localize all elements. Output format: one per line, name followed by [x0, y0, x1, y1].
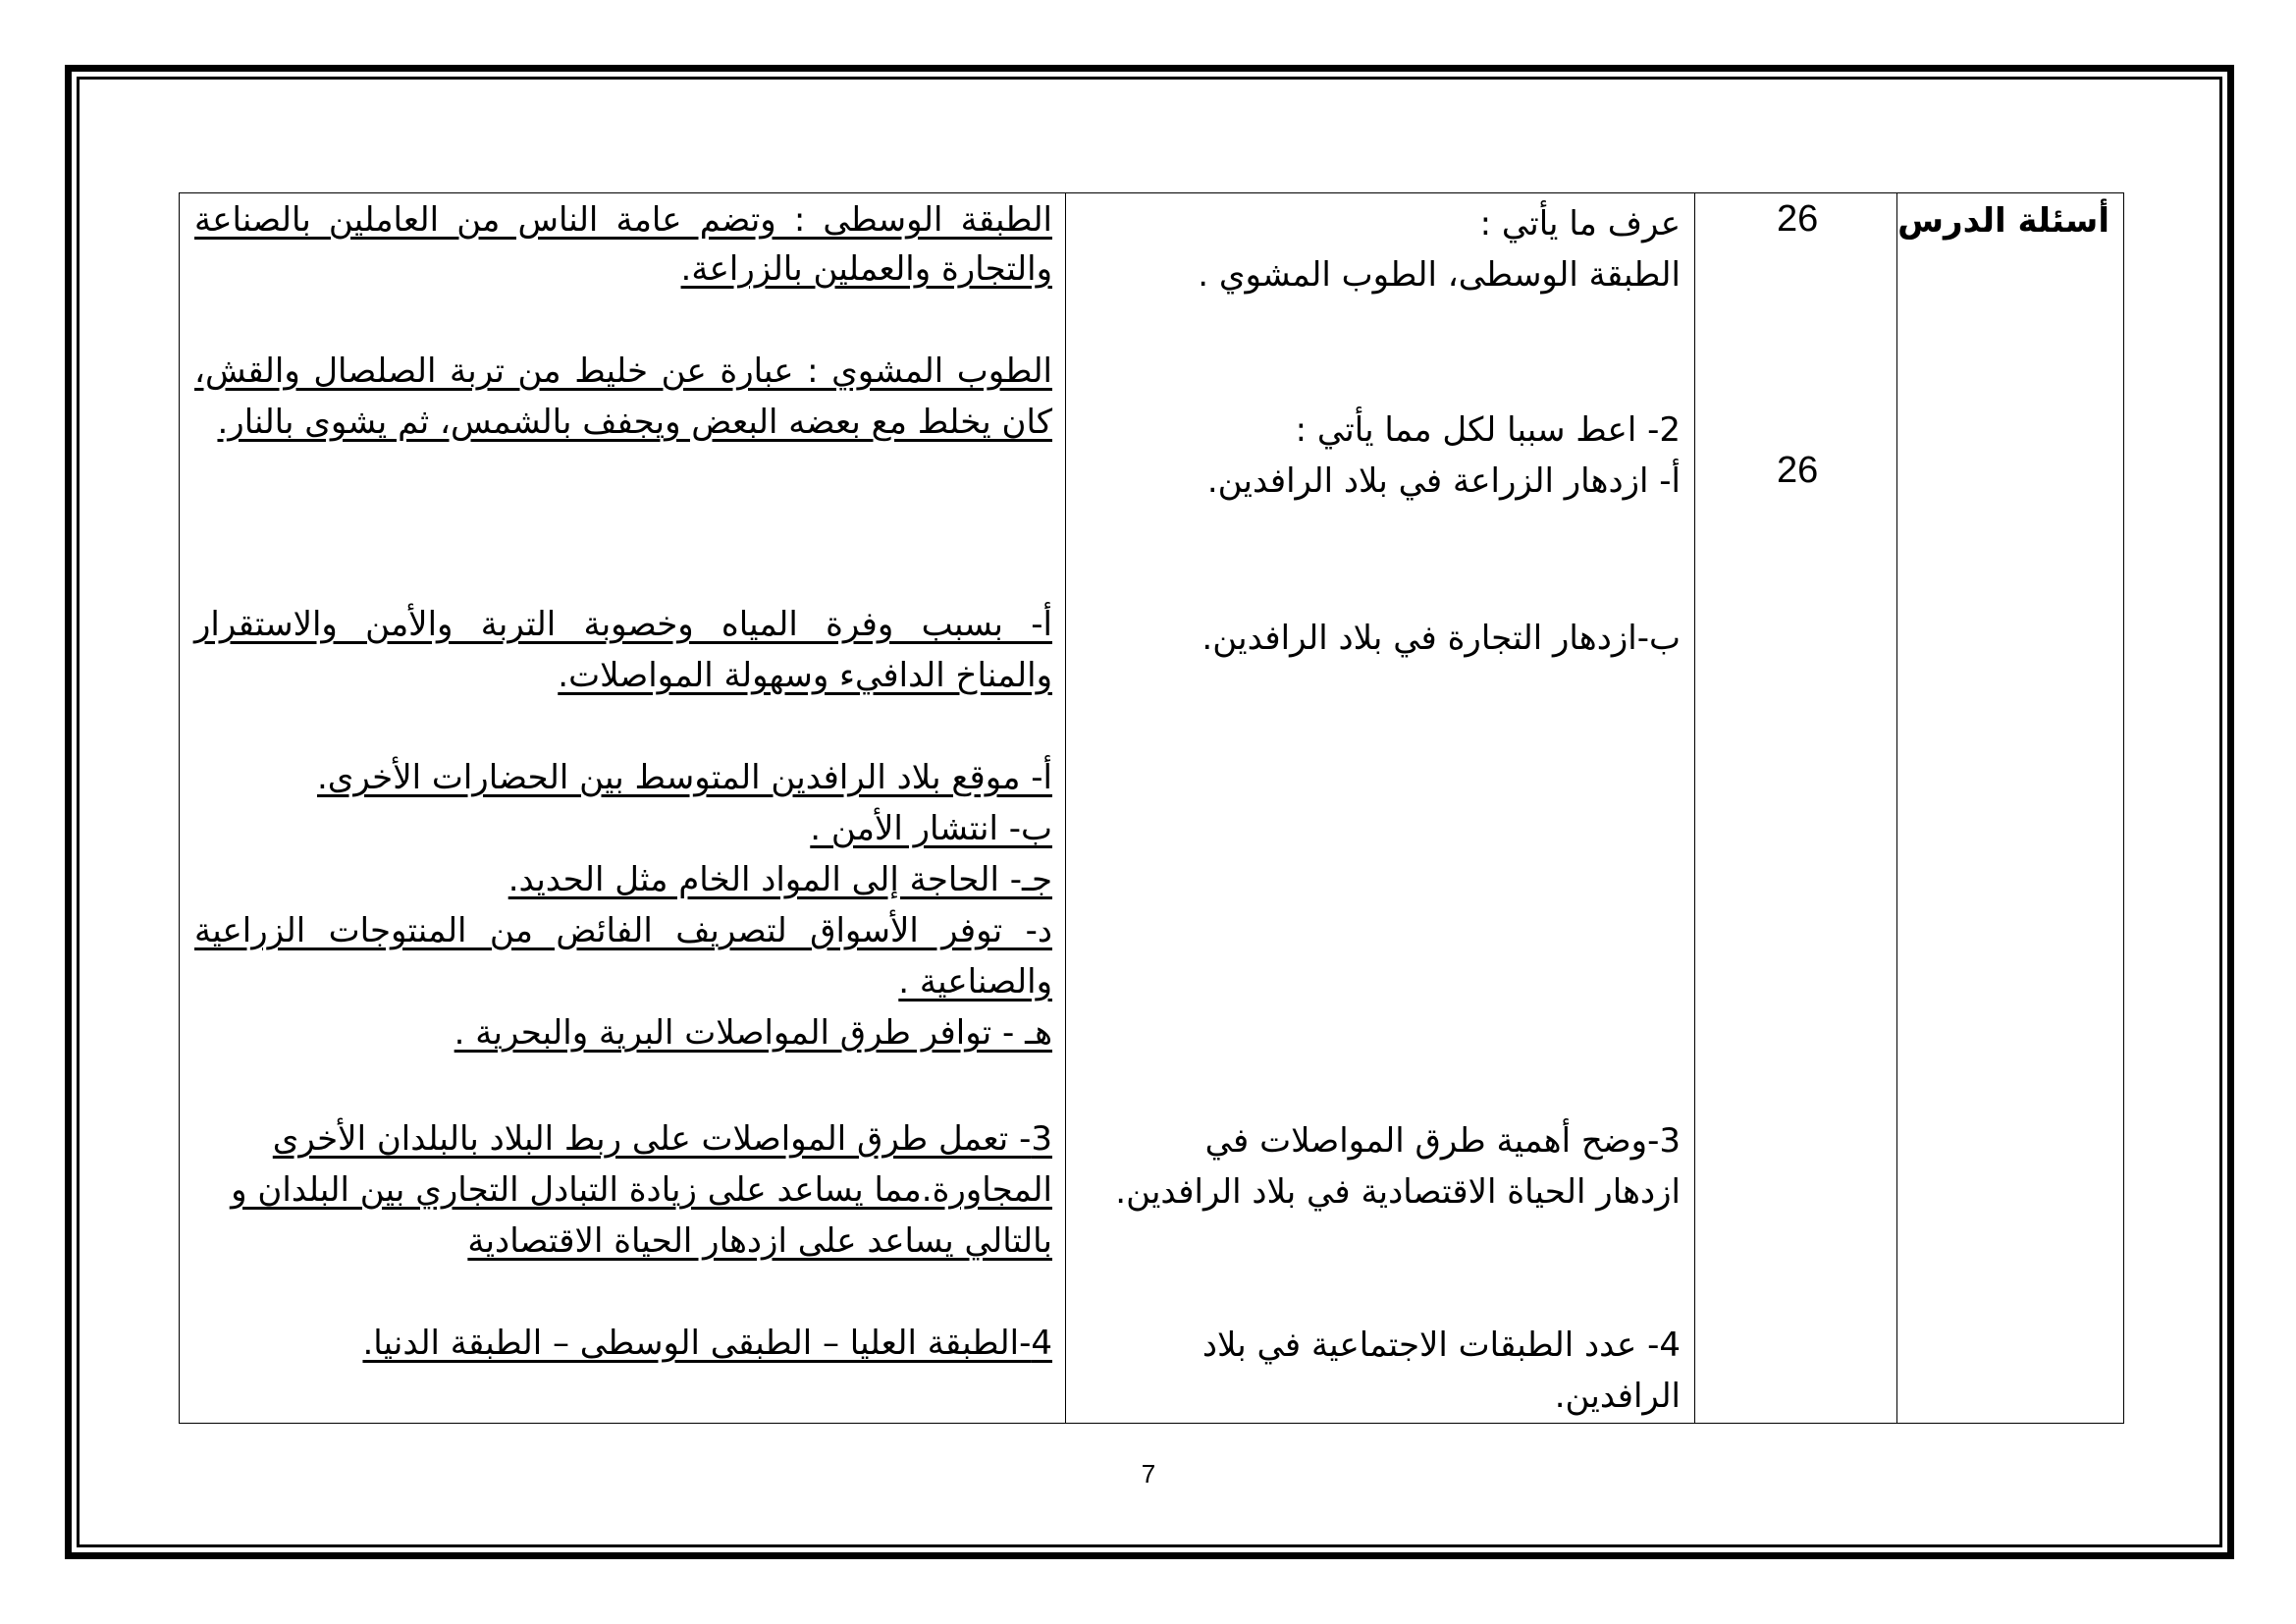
answer-1-middle-class-line-1: الطبقة الوسطى : وتضم عامة الناس من العاملين بالصناعة: [194, 200, 1052, 240]
answer-2b-item-4-line-1: د- توفر الأسواق لتصريف الفائض من المنتوجات الزراعية: [194, 911, 1052, 950]
answer-2b-item-1: أ- موقع بلاد الرافدين المتوسط بين الحضارات الأخرى.: [317, 758, 1052, 797]
answer-2b-item-4-line-2: والصناعية .: [898, 962, 1052, 1001]
answer-3-line-2: المجاورة.مما يساعد على زيادة التبادل التجاري بين البلدان و: [231, 1170, 1052, 1210]
header-cell: [1897, 193, 2124, 1424]
answer-2b-item-3: جـ- الحاجة إلى المواد الخام مثل الحديد.: [507, 860, 1052, 899]
answer-2a-line-1: أ- بسبب وفرة المياه وخصوبة التربة والأمن والاستقرار: [194, 605, 1052, 644]
lesson-questions-label: أسئلة الدرس: [1897, 201, 2109, 241]
questions-cell: [1066, 193, 1695, 1424]
answer-1-middle-class-line-2: والتجارة والعملين بالزراعة.: [680, 249, 1052, 289]
question-2-b: ب-ازدهار التجارة في بلاد الرافدين.: [1201, 619, 1681, 658]
answer-4: 4-الطبقة العليا – الطبقى الوسطى – الطبقة الدنيا.: [362, 1324, 1052, 1363]
answer-3-line-1: 3- تعمل طرق المواصلات على ربط البلاد بالبلدان الأخرى: [272, 1119, 1052, 1159]
page-ref-2: 26: [1777, 450, 1819, 491]
question-3-line-1: 3-وضح أهمية طرق المواصلات في: [1204, 1121, 1681, 1161]
page-ref-cell: [1695, 193, 1897, 1424]
answer-1-baked-brick-line-2: كان يخلط مع بعضه البعض ويجفف بالشمس، ثم يشوى بالنار.: [217, 403, 1052, 442]
answer-2a-line-2: والمناخ الدافيء وسهولة المواصلات.: [558, 656, 1052, 695]
question-1-line-2: الطبقة الوسطى، الطوب المشوي .: [1198, 255, 1681, 295]
answer-2b-item-2: ب- انتشار الأمن .: [810, 809, 1052, 848]
question-2-line-1: 2- اعط سببا لكل مما يأتي :: [1295, 410, 1681, 450]
page-ref-1: 26: [1777, 198, 1819, 240]
question-3-line-2: ازدهار الحياة الاقتصادية في بلاد الرافدين.: [1115, 1172, 1681, 1212]
question-4-line-1: 4- عدد الطبقات الاجتماعية في بلاد: [1201, 1326, 1681, 1365]
answer-2b-item-5: هـ - توافر طرق المواصلات البرية والبحرية .: [454, 1013, 1052, 1053]
page-number: 7: [1141, 1459, 1156, 1489]
question-4-line-2: الرافدين.: [1554, 1377, 1681, 1416]
answer-3-line-3: بالتالي يساعد على ازدهار الحياة الاقتصادية: [467, 1221, 1052, 1261]
answer-1-baked-brick-line-1: الطوب المشوي : عبارة عن خليط من تربة الصلصال والقش،: [194, 352, 1052, 391]
question-2-a: أ- ازدهار الزراعة في بلاد الرافدين.: [1206, 461, 1681, 501]
question-1-line-1: عرف ما يأتي :: [1479, 204, 1681, 244]
